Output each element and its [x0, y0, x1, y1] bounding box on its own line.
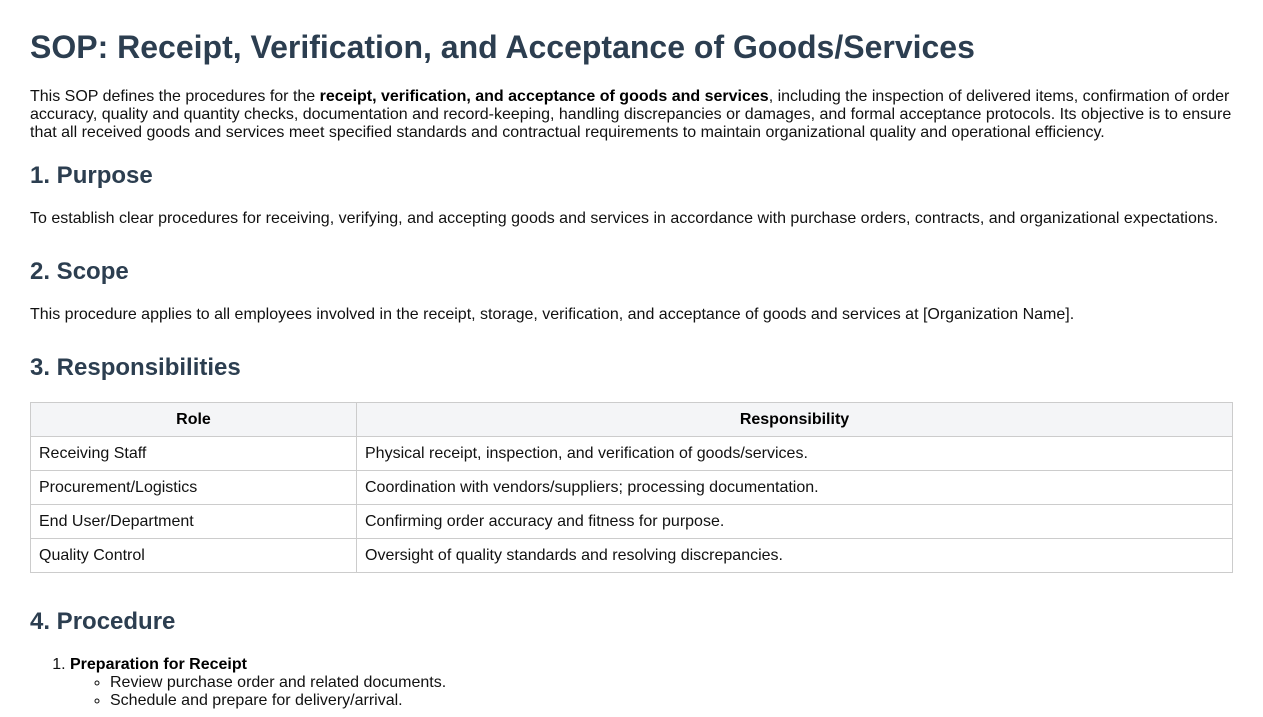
table-row [31, 437, 1233, 471]
responsibility-cell: Physical receipt, inspection, and verification of goods/services. [357, 437, 1233, 471]
intro-text-bold: receipt, verification, and acceptance of goods and services [319, 88, 769, 105]
procedure-step-title: Preparation for Receipt [70, 656, 247, 673]
purpose-heading: 1. Purpose [30, 162, 153, 189]
purpose-text: To establish clear procedures for receiving, verifying, and accepting goods and services in accordance with purchase orders, contracts, and organizational expectations. [30, 210, 1219, 227]
procedure-substep: ◦ Schedule and prepare for delivery/arrival. [110, 692, 446, 710]
column-header-role: Role [31, 403, 357, 437]
procedure-step [70, 656, 446, 710]
scope-heading: 2. Scope [30, 258, 129, 285]
responsibility-cell: Confirming order accuracy and fitness for purpose. [357, 505, 1233, 539]
procedure-substep: ◦ Review purchase order and related documents. [110, 674, 446, 692]
page-title: SOP: Receipt, Verification, and Acceptance of Goods/Services [30, 29, 975, 65]
role-cell: End User/Department [31, 505, 357, 539]
procedure-steps-list [30, 656, 446, 710]
table-row [31, 539, 1233, 573]
table-header-row [31, 403, 1233, 437]
responsibilities-table [30, 402, 1233, 573]
scope-text: This procedure applies to all employees involved in the receipt, storage, verification, and acceptance of goods and services at [Organization Name]. [30, 306, 1075, 323]
responsibilities-heading: 3. Responsibilities [30, 354, 241, 381]
intro-paragraph [30, 88, 1240, 142]
procedure-heading: 4. Procedure [30, 608, 176, 635]
table-row [31, 471, 1233, 505]
role-cell: Procurement/Logistics [31, 471, 357, 505]
table-row [31, 505, 1233, 539]
column-header-responsibility: Responsibility [357, 403, 1233, 437]
responsibility-cell: Coordination with vendors/suppliers; processing documentation. [357, 471, 1233, 505]
procedure-substeps-list [70, 674, 446, 710]
intro-text-before: This SOP defines the procedures for the [30, 88, 320, 105]
role-cell: Quality Control [31, 539, 357, 573]
role-cell: Receiving Staff [31, 437, 357, 471]
intro-text-after: , including the inspection of delivered items, confirmation of order accuracy, quality and quantity checks, documentation and record-keeping, handling discrepancies or damages, and formal acceptance protocols. Its objective is to ensure that all received goods and services meet specified standards and contractual requirements to maintain organizational quality and operational efficiency. [30, 88, 1232, 141]
responsibility-cell: Oversight of quality standards and resolving discrepancies. [357, 539, 1233, 573]
